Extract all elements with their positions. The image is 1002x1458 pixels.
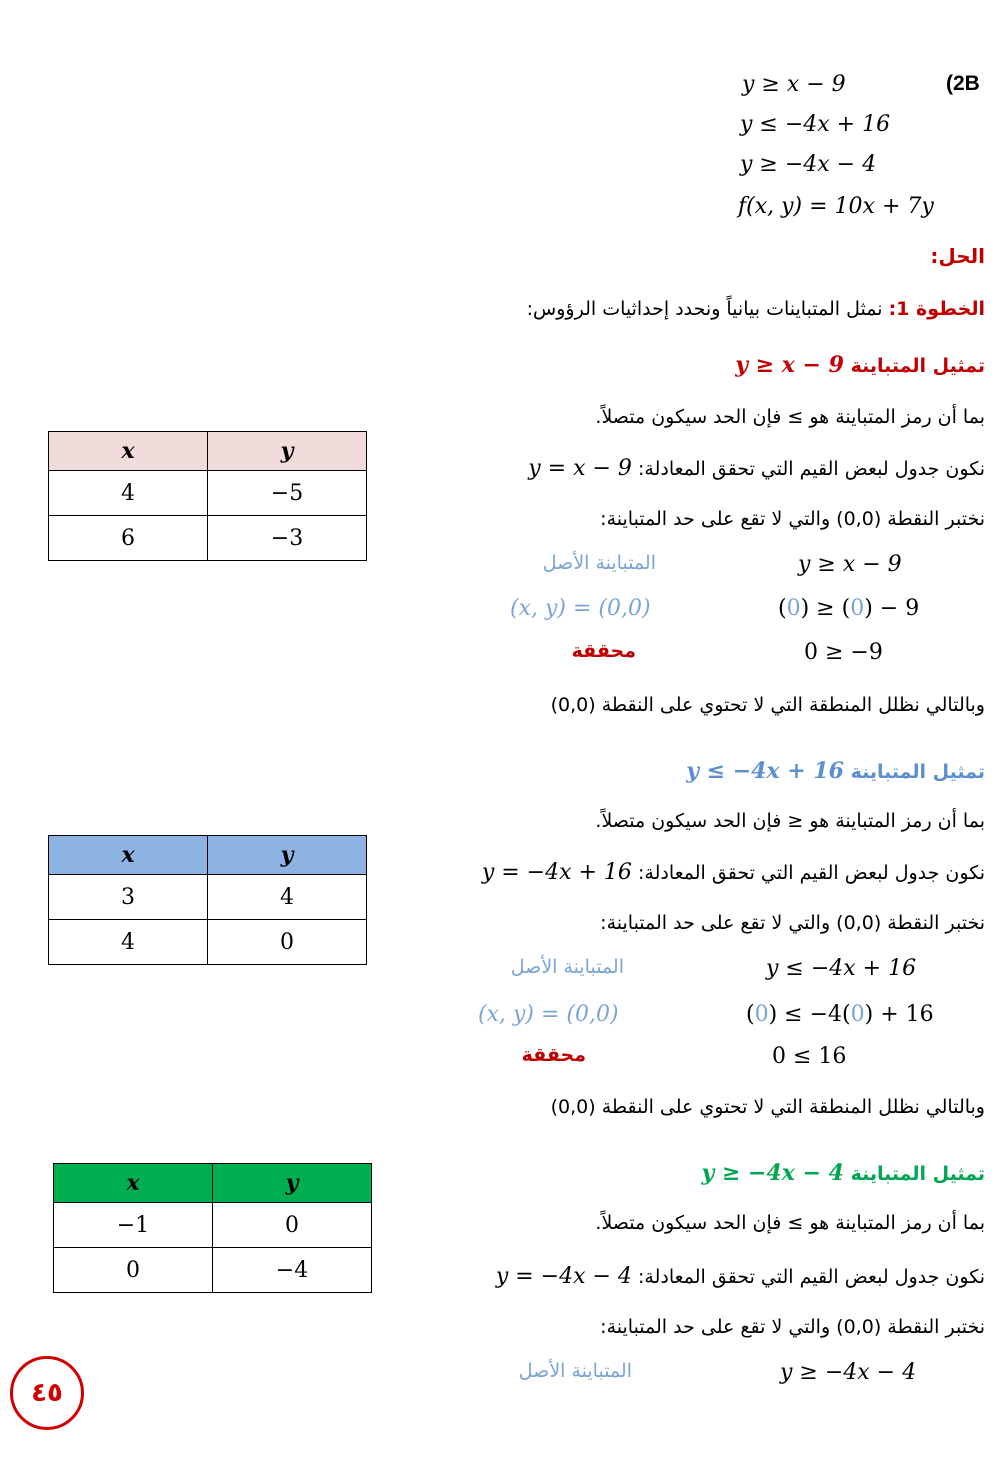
section1-check-eq2 xyxy=(778,596,919,621)
eq2-part: ) ≤ −4( xyxy=(768,1002,851,1027)
eq2-part: ( xyxy=(746,1002,755,1027)
section2-line1: بما أن رمز المتباينة هو ≤ فإن الحد سيكون متصلاً. xyxy=(595,810,985,832)
eq2-part: ) + 16 xyxy=(864,1002,934,1027)
table-cell: −5 xyxy=(208,471,367,516)
step1-text: نمثل المتباينات بيانياً ونحدد إحداثيات الرؤوس: xyxy=(526,298,883,320)
table-header-y: y xyxy=(213,1164,372,1203)
table-header-row xyxy=(49,836,367,875)
section3-check-eq1: y ≥ −4x − 4 xyxy=(780,1360,917,1385)
section1-check-point: (x, y) = (0,0) xyxy=(510,596,651,621)
eq2-part: ( xyxy=(778,596,787,621)
section2-heading-text: تمثيل المتباينة xyxy=(850,761,985,783)
section1-heading-text: تمثيل المتباينة xyxy=(850,355,985,377)
step1-line xyxy=(527,298,985,320)
page-number: ٤٥ xyxy=(31,1378,63,1408)
section2-check-label-original: المتباينة الأصل xyxy=(510,956,624,978)
table-row xyxy=(54,1203,372,1248)
table-cell: 4 xyxy=(49,920,208,965)
eq2-zero: 0 xyxy=(754,1002,769,1027)
table-header-row xyxy=(54,1164,372,1203)
constraint-3: y ≥ −4x − 4 xyxy=(740,152,877,177)
eq2-zero: 0 xyxy=(850,1002,865,1027)
table-header-row xyxy=(49,432,367,471)
section2-conclusion: وبالتالي نظلل المنطقة التي لا تحتوي على النقطة (0,0) xyxy=(550,1096,985,1118)
section1-line2-text: نكون جدول لبعض القيم التي تحقق المعادلة: xyxy=(637,458,985,480)
eq2-zero: 0 xyxy=(786,596,801,621)
section1-line3: نختبر النقطة (0,0) والتي لا تقع على حد المتباينة: xyxy=(600,508,985,530)
table-cell: 0 xyxy=(213,1203,372,1248)
table-cell: 4 xyxy=(49,471,208,516)
section2-check-eq1: y ≤ −4x + 16 xyxy=(766,956,917,981)
solution-label: الحل: xyxy=(930,244,985,268)
table-header-x: x xyxy=(54,1164,213,1203)
table-header-y: y xyxy=(208,836,367,875)
section1-check-eq3: 0 ≥ −9 xyxy=(804,640,883,665)
section2-check-eq2 xyxy=(746,1002,934,1027)
section3-line2 xyxy=(496,1264,985,1289)
section3-line2-text: نكون جدول لبعض القيم التي تحقق المعادلة: xyxy=(637,1266,985,1288)
table-header-x: x xyxy=(49,836,208,875)
table-row xyxy=(49,920,367,965)
section3-check-label-original: المتباينة الأصل xyxy=(518,1360,632,1382)
page-number-badge xyxy=(10,1356,84,1430)
problem-label: (2B xyxy=(946,72,980,95)
section1-line2-math: y = x − 9 xyxy=(528,456,632,481)
section1-heading xyxy=(735,352,985,378)
table-cell: 0 xyxy=(54,1248,213,1293)
section3-heading-math: y ≥ −4x − 4 xyxy=(701,1160,844,1186)
table-row xyxy=(49,516,367,561)
section3-heading-text: تمثيل المتباينة xyxy=(850,1163,985,1185)
table-header-x: x xyxy=(49,432,208,471)
step1-label: الخطوة 1: xyxy=(888,298,985,320)
section2-check-eq3: 0 ≤ 16 xyxy=(772,1044,847,1069)
constraint-1: y ≥ x − 9 xyxy=(742,72,846,97)
table-cell: −1 xyxy=(54,1203,213,1248)
table-header-y: y xyxy=(208,432,367,471)
table-cell: −3 xyxy=(208,516,367,561)
section2-values-table xyxy=(48,835,367,965)
table-cell: 4 xyxy=(208,875,367,920)
section2-check-result: محققة xyxy=(521,1044,586,1066)
section3-values-table xyxy=(53,1163,372,1293)
section1-values-table xyxy=(48,431,367,561)
section2-line3: نختبر النقطة (0,0) والتي لا تقع على حد المتباينة: xyxy=(600,912,985,934)
table-cell: 6 xyxy=(49,516,208,561)
constraint-2: y ≤ −4x + 16 xyxy=(740,112,891,137)
objective-function: f(x, y) = 10x + 7y xyxy=(738,194,934,219)
table-cell: 3 xyxy=(49,875,208,920)
table-row xyxy=(49,471,367,516)
section2-check-point: (x, y) = (0,0) xyxy=(478,1002,619,1027)
eq2-zero: 0 xyxy=(850,596,865,621)
section2-line2 xyxy=(482,860,985,885)
eq2-part: ) ≥ ( xyxy=(800,596,851,621)
section2-heading xyxy=(686,758,985,784)
section1-check-label-original: المتباينة الأصل xyxy=(542,552,656,574)
section2-line2-math: y = −4x + 16 xyxy=(481,860,632,885)
section1-line2 xyxy=(528,456,985,481)
table-row xyxy=(54,1248,372,1293)
section3-line1: بما أن رمز المتباينة هو ≥ فإن الحد سيكون متصلاً. xyxy=(595,1212,985,1234)
table-cell: −4 xyxy=(213,1248,372,1293)
section1-line1: بما أن رمز المتباينة هو ≥ فإن الحد سيكون متصلاً. xyxy=(595,406,985,428)
table-row xyxy=(49,875,367,920)
section1-heading-math: y ≥ x − 9 xyxy=(735,352,844,378)
section3-line2-math: y = −4x − 4 xyxy=(495,1264,632,1289)
section2-heading-math: y ≤ −4x + 16 xyxy=(686,758,844,784)
table-cell: 0 xyxy=(208,920,367,965)
eq2-part: ) − 9 xyxy=(864,596,920,621)
section3-line3: نختبر النقطة (0,0) والتي لا تقع على حد المتباينة: xyxy=(600,1316,985,1338)
section2-line2-text: نكون جدول لبعض القيم التي تحقق المعادلة: xyxy=(637,862,985,884)
section1-check-eq1: y ≥ x − 9 xyxy=(798,552,902,577)
section1-check-result: محققة xyxy=(571,640,636,662)
section3-heading xyxy=(702,1160,985,1186)
section1-conclusion: وبالتالي نظلل المنطقة التي لا تحتوي على النقطة (0,0) xyxy=(550,694,985,716)
